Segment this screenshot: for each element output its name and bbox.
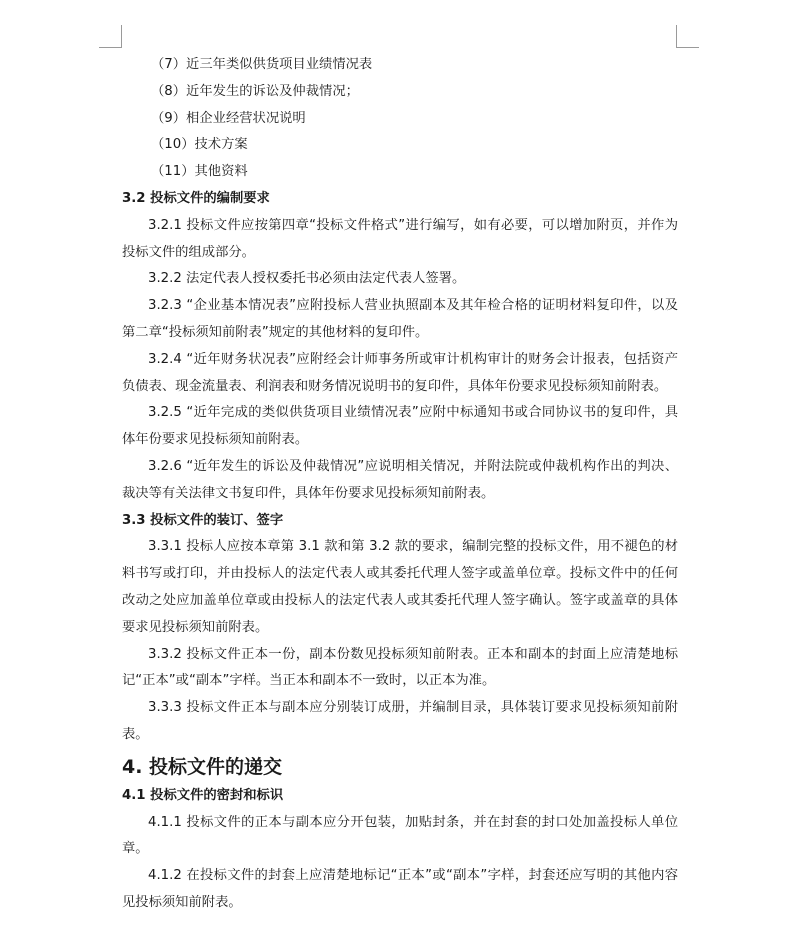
list-item: （10）技术方案	[151, 137, 248, 153]
paragraph-3-2-1: 3.2.1 投标文件应按第四章“投标文件格式”进行编写，如有必要，可以增加附页，并作为投标文件的组成部分。	[122, 217, 678, 260]
paragraph-3-2-2: 3.2.2 法定代表人授权委托书必须由法定代表人签署。	[148, 271, 466, 287]
document-page	[122, 52, 678, 917]
paragraph-3-3-3: 3.3.3 投标文件正本与副本应分别装订成册，并编制目录，具体装订要求见投标须知前附表。	[122, 700, 678, 742]
list-item: （9）相企业经营状况说明	[151, 110, 306, 126]
page-corner-mark-left	[99, 25, 122, 48]
paragraph-4-1-2: 4.1.2 在投标文件的封套上应清楚地标记“正本”或“副本”字样，封套还应写明的其他内容见投标须知前附表。	[122, 868, 678, 910]
section-heading-3-3: 3.3 投标文件的装订、签字	[122, 512, 284, 528]
paragraph-3-2-3: 3.2.3 “企业基本情况表”应附投标人营业执照副本及其年检合格的证明材料复印件，以及第二章“投标须知前附表”规定的其他材料的复印件。	[122, 298, 678, 340]
paragraph-3-2-6: 3.2.6 “近年发生的诉讼及仲裁情况”应说明相关情况，并附法院或仲裁机构作出的判决、裁决等有关法律文书复印件，具体年份要求见投标须知前附表。	[122, 458, 678, 501]
paragraph-3-2-4: 3.2.4 “近年财务状况表”应附经会计师事务所或审计机构审计的财务会计报表，包括资产负债表、现金流量表、利润表和财务情况说明书的复印件，具体年份要求见投标须知前附表。	[122, 351, 678, 394]
paragraph-4-1-1: 4.1.1 投标文件的正本与副本应分开包装，加贴封条，并在封套的封口处加盖投标人单位章。	[122, 814, 678, 857]
page-corner-mark-right	[676, 25, 699, 48]
list-item: （11）其他资料	[151, 164, 248, 180]
paragraph-3-3-1: 3.3.1 投标人应按本章第 3.1 款和第 3.2 款的要求，编制完整的投标文件，用不褪色的材料书写或打印，并由投标人的法定代表人或其委托代理人签字或盖单位章。投标文件中的任何改动之处应加盖单位章或由投标人的法定代表人或其委托代理人签字确认。签字或盖章的具体要求见投标须知前附表。	[122, 539, 678, 635]
chapter-heading-4: 4. 投标文件的递交	[122, 755, 283, 778]
section-heading-4-1: 4.1 投标文件的密封和标识	[122, 787, 284, 803]
section-heading-3-2: 3.2 投标文件的编制要求	[122, 190, 270, 206]
list-item: （8）近年发生的诉讼及仲裁情况；	[151, 83, 359, 99]
paragraph-3-2-5: 3.2.5 “近年完成的类似供货项目业绩情况表”应附中标通知书或合同协议书的复印件，具体年份要求见投标须知前附表。	[122, 405, 678, 448]
paragraph-3-3-2: 3.3.2 投标文件正本一份，副本份数见投标须知前附表。正本和副本的封面上应清楚地标记“正本”或“副本”字样。当正本和副本不一致时，以正本为准。	[122, 646, 678, 689]
list-item: （7）近三年类似供货项目业绩情况表	[151, 57, 373, 72]
